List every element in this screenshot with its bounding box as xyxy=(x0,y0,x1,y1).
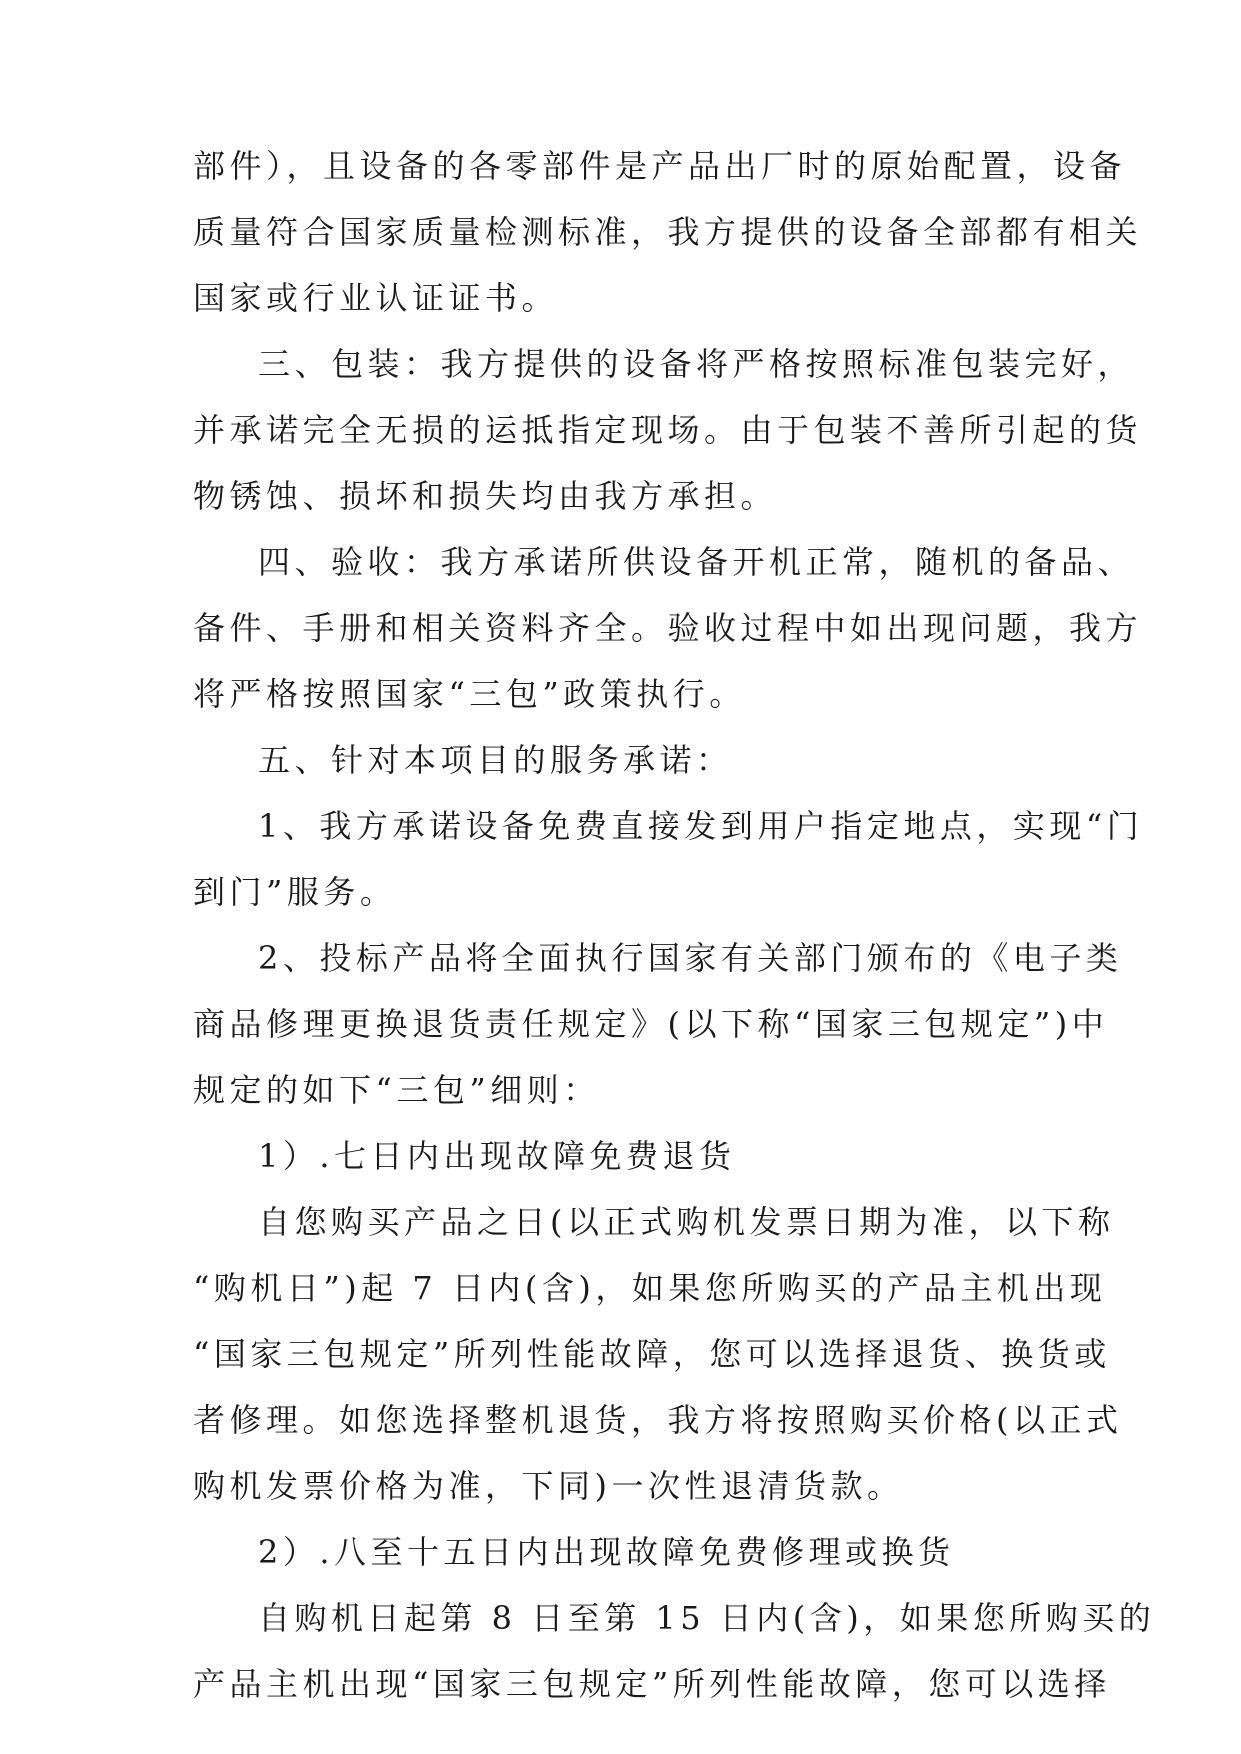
text-line: 备件、手册和相关资料齐全。验收过程中如出现问题，我方 xyxy=(193,609,1143,647)
text-line: 到门”服务。 xyxy=(193,873,397,911)
text-line: “购机日”)起 7 日内(含)，如果您所购买的产品主机出现 xyxy=(193,1269,1107,1307)
list-item-2: 2、投标产品将全面执行国家有关部门颁布的《电子类 xyxy=(258,939,1123,977)
section-heading-acceptance: 四、验收：我方承诺所供设备开机正常，随机的备品、 xyxy=(258,543,1135,581)
text-line: “国家三包规定”所列性能故障，您可以选择退货、换货或 xyxy=(193,1335,1111,1373)
text-line: 产品主机出现“国家三包规定”所列性能故障，您可以选择 xyxy=(193,1665,1111,1703)
text-line: 国家或行业认证证书。 xyxy=(193,279,559,317)
text-line: 并承诺完全无损的运抵指定现场。由于包装不善所引起的货 xyxy=(193,411,1143,449)
section-heading-service: 五、针对本项目的服务承诺： xyxy=(258,741,733,779)
text-line: 购机发票价格为准，下同)一次性退清货款。 xyxy=(193,1467,904,1505)
text-line: 部件），且设备的各零部件是产品出厂时的原始配置，设备 xyxy=(193,147,1127,185)
text-line: 自购机日起第 8 日至第 15 日内(含)，如果您所购买的 xyxy=(258,1599,1156,1637)
subheading-seven-days: 1）.七日内出现故障免费退货 xyxy=(258,1137,736,1175)
text-line: 物锈蚀、损坏和损失均由我方承担。 xyxy=(193,477,778,515)
text-line: 将严格按照国家“三包”政策执行。 xyxy=(193,675,746,713)
text-line: 规定的如下“三包”细则： xyxy=(193,1071,600,1109)
text-line: 自您购买产品之日(以正式购机发票日期为准，以下称 xyxy=(258,1203,1115,1241)
text-line: 者修理。如您选择整机退货，我方将按照购买价格(以正式 xyxy=(193,1401,1123,1439)
text-line: 质量符合国家质量检测标准，我方提供的设备全部都有相关 xyxy=(193,213,1143,251)
subheading-eight-to-fifteen-days: 2）.八至十五日内出现故障免费修理或换货 xyxy=(258,1533,955,1571)
list-item-1: 1、我方承诺设备免费直接发到用户指定地点，实现“门 xyxy=(258,807,1144,845)
section-heading-packaging: 三、包装：我方提供的设备将严格按照标准包装完好， xyxy=(258,345,1135,383)
text-line: 商品修理更换退货责任规定》(以下称“国家三包规定”)中 xyxy=(193,1005,1109,1043)
